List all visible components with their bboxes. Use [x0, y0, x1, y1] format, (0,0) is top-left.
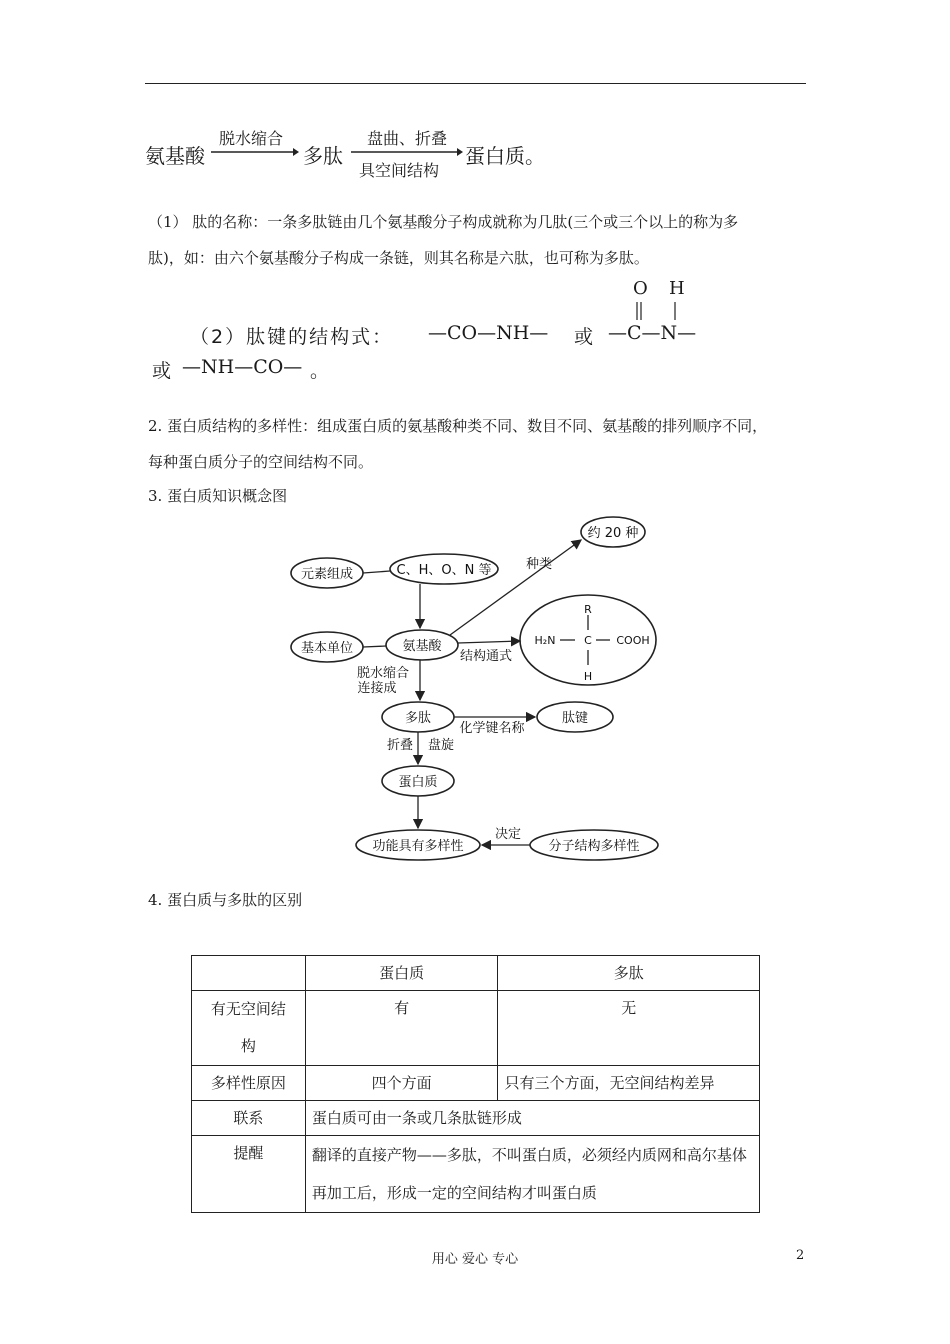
label-about20: 约 20 种	[587, 526, 639, 541]
table-row	[192, 1136, 760, 1213]
or-text-2: 或	[152, 360, 172, 382]
polypeptide-text: 多肽	[303, 144, 343, 168]
arrow1-label: 脱水缩合	[219, 129, 284, 148]
table-row	[192, 991, 760, 1066]
row-label: 提醒	[192, 1136, 306, 1213]
cell-protein: 四个方面	[305, 1066, 498, 1101]
para1-line1: （1） 肽的名称：一条多肽链由几个氨基酸分子构成就称为几肽(三个或三个以上的称为多	[148, 213, 739, 231]
bond-lines	[630, 300, 680, 324]
arrow1	[211, 146, 299, 158]
edge-basic-amino	[363, 646, 386, 647]
cell-merged: 翻译的直接产物——多肽，不叫蛋白质，必须经内质网和高尔基体再加工后，形成一定的空间结构才叫蛋白质	[305, 1136, 759, 1213]
h-atom: H	[669, 278, 685, 299]
label-types: 种类	[525, 557, 553, 572]
peptide-form3: —NH—CO—	[182, 356, 303, 378]
arrow2-bottom-label: 具空间结构	[359, 161, 440, 180]
edge-elements-chon	[363, 571, 390, 573]
header-cell-protein: 蛋白质	[305, 956, 498, 991]
edge-amino-about20	[450, 540, 581, 635]
amino-acid-text: 氨基酸	[145, 144, 205, 168]
label-structure-diversity: 分子结构多样性	[548, 839, 640, 854]
label-dehydration: 脱水缩合	[356, 666, 410, 681]
formula-cooh: COOH	[616, 634, 650, 647]
para3: 3. 蛋白质知识概念图	[148, 487, 288, 505]
label-basic-unit: 基本单位	[300, 641, 354, 656]
peptide-bond-block	[150, 278, 720, 382]
footer: 用心 爱心 专心	[431, 1252, 519, 1267]
cell-poly: 只有三个方面，无空间结构差异	[498, 1066, 760, 1101]
peptide-form2: —C—N—	[608, 322, 697, 344]
cell-merged: 蛋白质可由一条或几条肽链形成	[305, 1101, 759, 1136]
formula-h: H	[583, 670, 593, 683]
page-number: 2	[796, 1248, 805, 1263]
concept-map	[270, 505, 670, 875]
peptide-form1: —CO—NH—	[428, 322, 549, 344]
arrow2	[351, 146, 463, 158]
para2-line2: 每种蛋白质分子的空间结构不同。	[148, 453, 374, 471]
label-bond-name: 化学键名称	[459, 721, 525, 736]
para4: 4. 蛋白质与多肽的区别	[148, 891, 303, 909]
label-elements: 元素组成	[300, 567, 354, 582]
label-fold: 折叠	[386, 738, 414, 753]
edge-amino-formula	[458, 641, 520, 643]
table-header-row	[192, 956, 760, 991]
peptide-bond-label: （2）肽键的结构式：	[190, 326, 394, 348]
label-polypeptide: 多肽	[404, 711, 432, 726]
cell-protein: 有	[305, 991, 498, 1066]
row-label: 有无空间结构	[192, 991, 306, 1066]
row-label: 联系	[192, 1101, 306, 1136]
para1-line2: 肽)，如：由六个氨基酸分子构成一条链，则其名称是六肽，也可称为多肽。	[148, 249, 649, 267]
row-label: 多样性原因	[192, 1066, 306, 1101]
label-coil: 盘旋	[427, 738, 455, 753]
table-row	[192, 1101, 760, 1136]
arrow2-top-label: 盘曲、折叠	[367, 129, 448, 148]
header-cell-empty	[192, 956, 306, 991]
label-function-diversity: 功能具有多样性	[372, 839, 464, 854]
header-cell-poly: 多肽	[498, 956, 760, 991]
or-text-1: 或	[574, 326, 594, 348]
para2-line1: 2. 蛋白质结构的多样性：组成蛋白质的氨基酸种类不同、数目不同、氨基酸的排列顺序不同，	[148, 417, 768, 435]
formula-line	[145, 118, 565, 188]
formula-r: R	[584, 603, 592, 616]
label-general-formula: 结构通式	[459, 649, 513, 664]
label-protein: 蛋白质	[398, 775, 438, 790]
formula-h2n: H₂N	[534, 634, 556, 647]
label-amino-acid: 氨基酸	[402, 639, 442, 654]
table-row	[192, 1066, 760, 1101]
formula-c: C	[584, 634, 592, 647]
label-connect: 连接成	[357, 681, 397, 696]
header-rule	[145, 83, 806, 84]
o-atom: O	[633, 278, 648, 299]
label-decides: 决定	[494, 827, 522, 842]
comparison-table	[191, 955, 760, 1213]
label-peptide-bond: 肽键	[561, 711, 589, 726]
protein-text: 蛋白质。	[465, 144, 545, 168]
cell-poly: 无	[498, 991, 760, 1066]
label-chon: C、H、O、N 等	[396, 563, 492, 578]
period: 。	[310, 360, 330, 382]
